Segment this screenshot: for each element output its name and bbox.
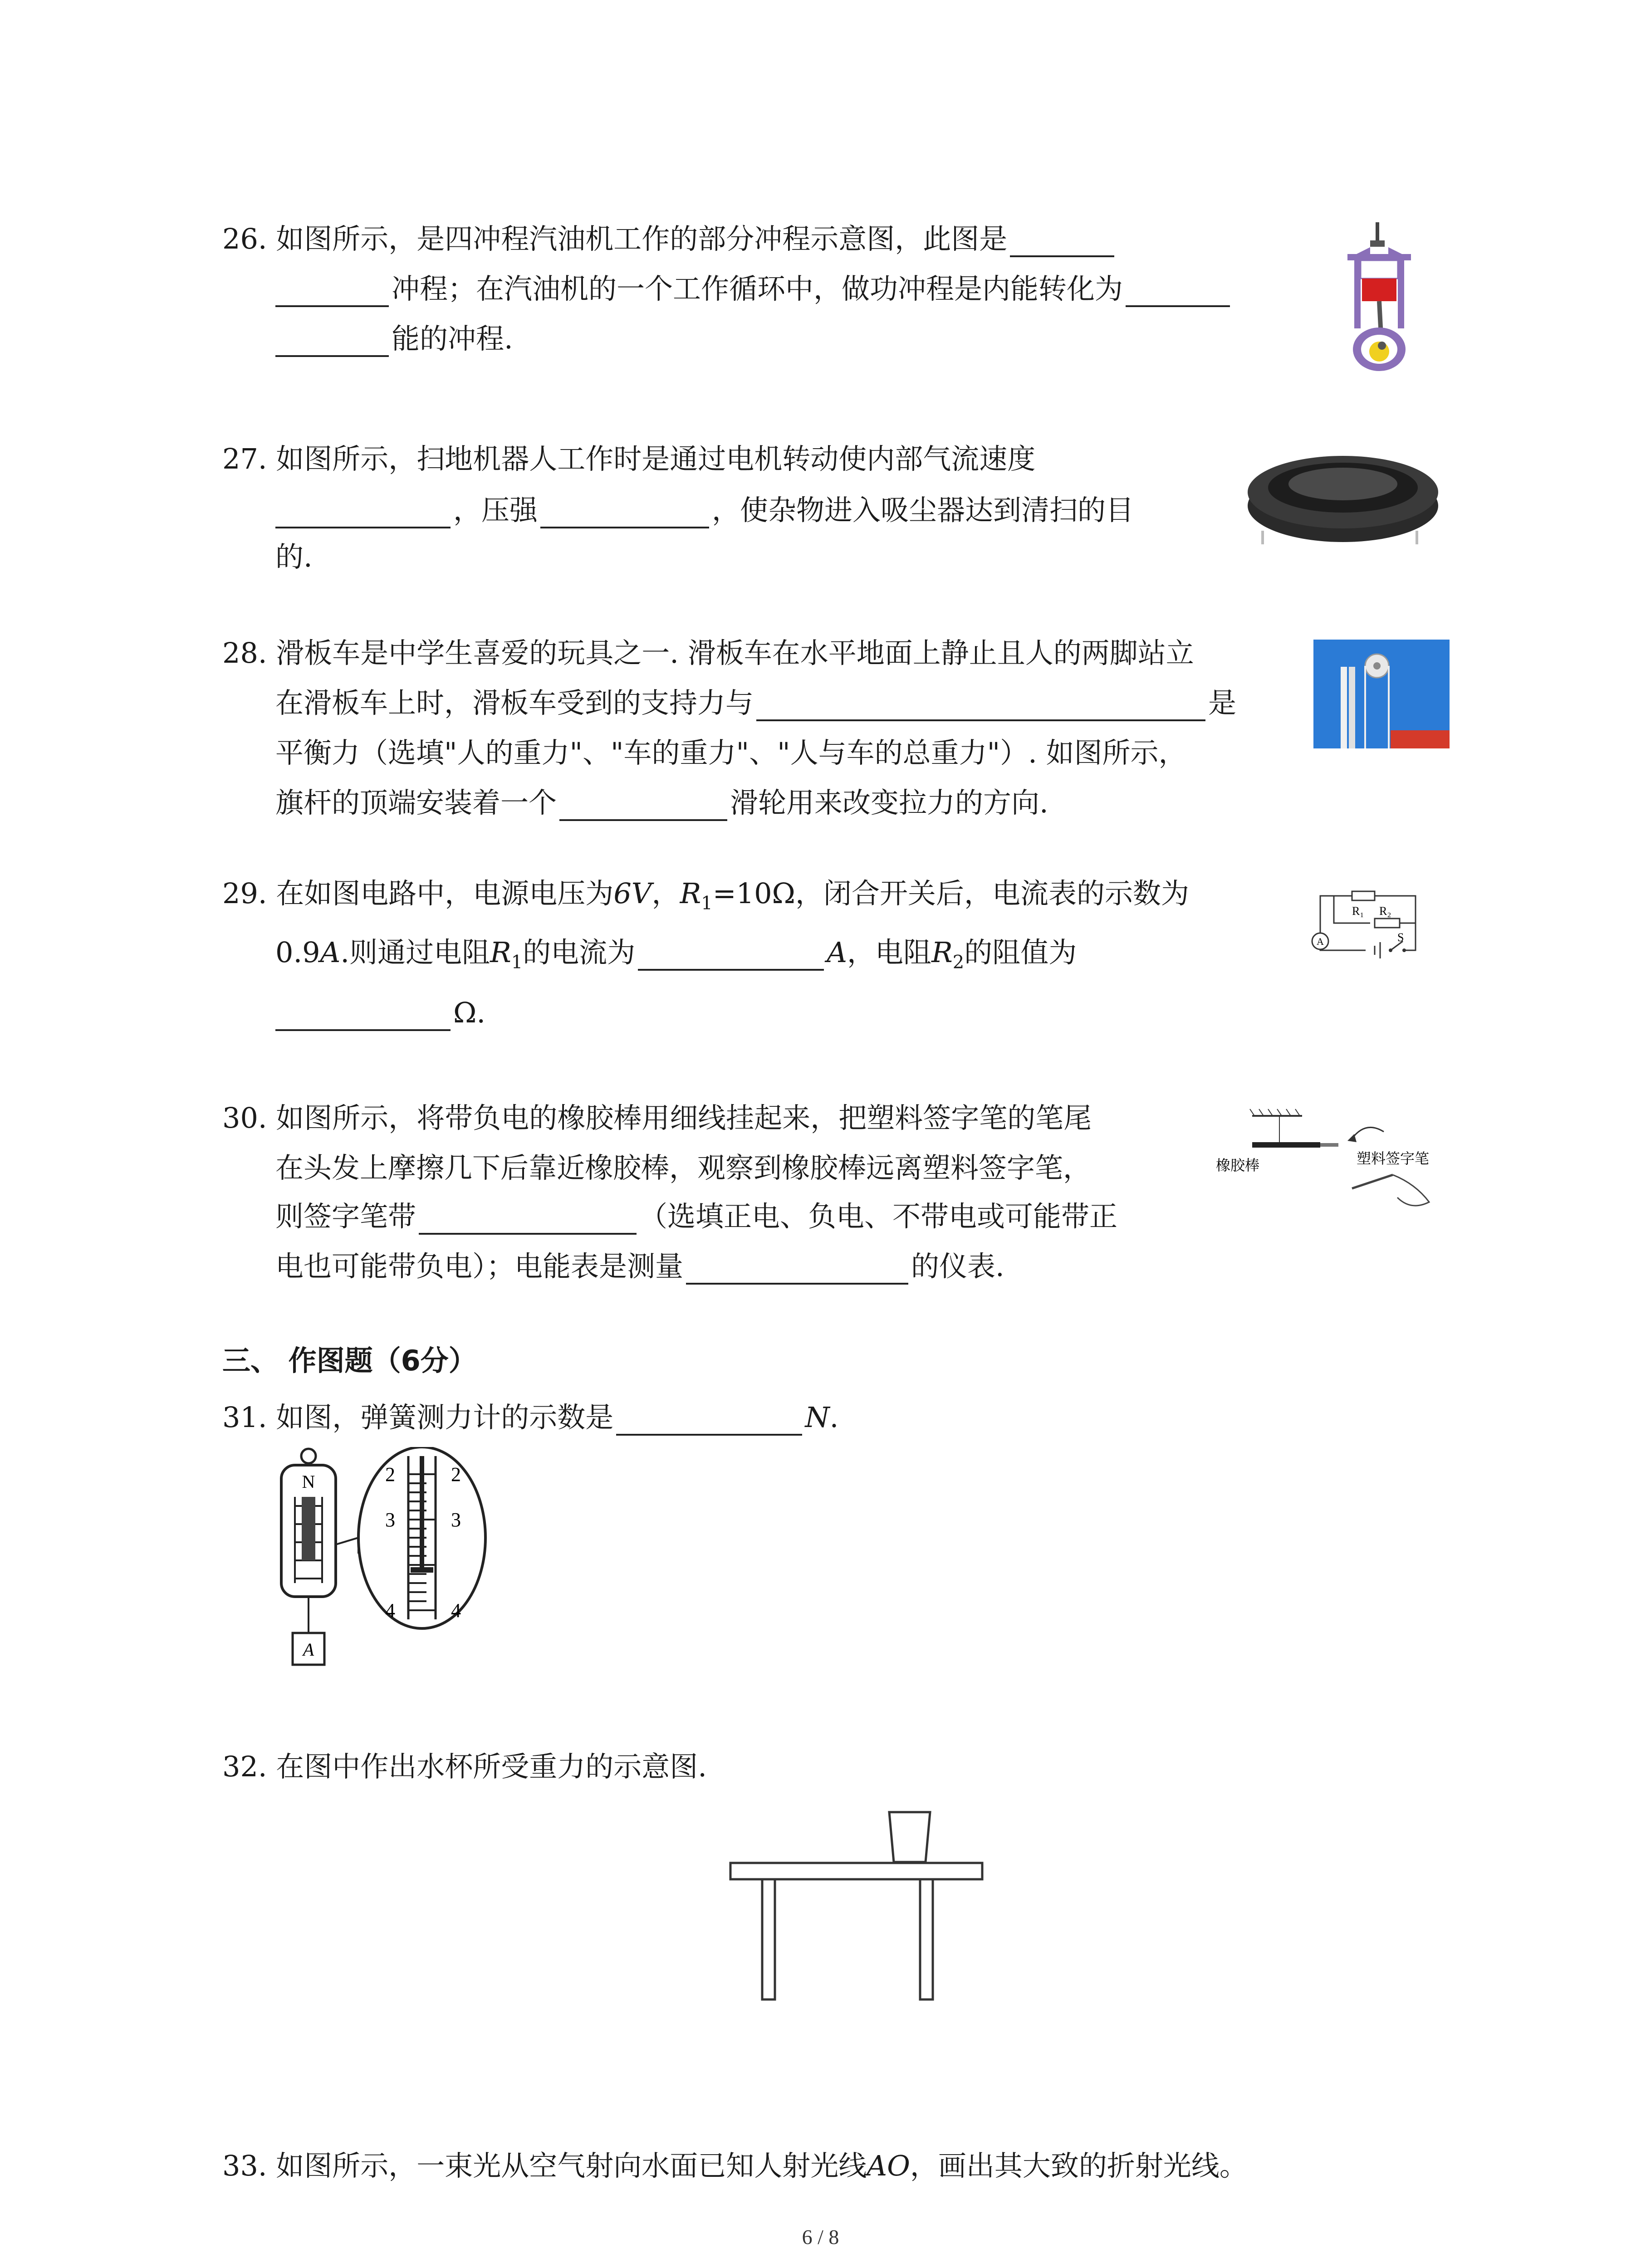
r2-resistor: [1375, 919, 1400, 928]
q28-line3: 平衡力（选填"人的重力"、"车的重力"、"人与车的总重力"）. 如图所示，: [275, 736, 1187, 769]
svg-text:塑料签字笔: 塑料签字笔: [1357, 1150, 1430, 1167]
svg-text:S: S: [1397, 931, 1404, 944]
flagpole-pulley-image: [1313, 640, 1450, 748]
section-heading: 三、 作图题（6分）: [222, 1344, 477, 1377]
svg-text:2: 2: [451, 1463, 461, 1486]
q26-blank-1b[interactable]: [275, 276, 389, 307]
q28-line1: 28. 滑板车是中学生喜爱的玩具之一. 滑板车在水平地面上静止且人的两脚站立: [222, 636, 1194, 670]
svg-text:A: A: [1317, 936, 1324, 947]
q26-blank-2[interactable]: [1126, 276, 1230, 307]
q30-blank-1[interactable]: [419, 1204, 637, 1235]
q27-blank-1[interactable]: [275, 498, 451, 528]
q29-line1: 29. 在如图电路中，电源电压为6V，$R_1=10\Omega$，闭合开关后，电流表的示数为: [222, 877, 1189, 914]
q28-blank-1[interactable]: [756, 690, 1205, 721]
q28-line4: 旗杆的顶端安装着一个 滑轮用来改变拉力的方向.: [275, 785, 1048, 821]
q29-blank-1[interactable]: [638, 940, 824, 971]
circuit-diagram: [1307, 882, 1443, 973]
q30-line1: 30. 如图所示，将带负电的橡胶棒用细线挂起来，把塑料签字笔的笔尾: [222, 1101, 1092, 1134]
q28-blank-2[interactable]: [559, 790, 727, 821]
q30-blank-2[interactable]: [686, 1254, 908, 1285]
q33-line1: 33. 如图所示，一束光从空气射向水面已知人射光线AO，画出其大致的折射光线。: [222, 2149, 1248, 2182]
svg-text:N: N: [302, 1471, 315, 1492]
q30-line3: 则签字笔带 （选填正电、负电、不带电或可能带正: [275, 1198, 1117, 1235]
q26-blank-2b[interactable]: [275, 326, 389, 357]
rubber-rod-pen-figure: [1202, 1107, 1447, 1234]
svg-text:R₂: R₂: [1379, 904, 1391, 918]
q28-line2: 在滑板车上时，滑板车受到的支持力与 是: [275, 685, 1236, 721]
spring-scale-figure: [272, 1447, 508, 1701]
q26-line3: 能的冲程.: [275, 321, 513, 357]
q31-blank-1[interactable]: [616, 1405, 802, 1436]
robot-vacuum-image: [1243, 433, 1443, 551]
q29-line2: 0.9A.则通过电阻$R_1$的电流为 A，电阻$R_2$的阻值为: [275, 936, 1077, 973]
q26-line2: 冲程；在汽油机的一个工作循环中，做功冲程是内能转化为: [275, 271, 1233, 307]
svg-text:4: 4: [385, 1599, 395, 1622]
r1-resistor: [1352, 891, 1375, 900]
q27-line2: ，压强 ，使杂物进入吸尘器达到清扫的目: [275, 492, 1134, 528]
cup-icon: [889, 1812, 930, 1862]
q26-line1: 26. 如图所示，是四冲程汽油机工作的部分冲程示意图，此图是: [222, 221, 1117, 257]
svg-text:3: 3: [385, 1509, 395, 1531]
q27-line1: 27. 如图所示，扫地机器人工作时是通过电机转动使内部气流速度: [222, 442, 1036, 475]
q26-blank-1[interactable]: [1010, 226, 1114, 257]
svg-text:A: A: [303, 1639, 314, 1660]
q32-line1: 32. 在图中作出水杯所受重力的示意图.: [222, 1750, 707, 1783]
svg-text:3: 3: [451, 1509, 461, 1531]
page-number: 6 / 8: [802, 2225, 839, 2248]
engine-diagram: [1343, 222, 1416, 376]
q27-line3: 的.: [275, 540, 313, 573]
q31-line1: 31. 如图，弹簧测力计的示数是 N.: [222, 1399, 838, 1436]
svg-text:橡胶棒: 橡胶棒: [1216, 1157, 1260, 1174]
svg-text:4: 4: [451, 1599, 461, 1622]
q29-blank-2[interactable]: [275, 1000, 451, 1031]
q30-line2: 在头发上摩擦几下后靠近橡胶棒，观察到橡胶棒远离塑料签字笔，: [275, 1151, 1092, 1184]
q30-line4: 电也可能带负电）；电能表是测量 的仪表.: [275, 1248, 1004, 1285]
q29-line3: Ω.: [275, 995, 485, 1031]
svg-text:R₁: R₁: [1352, 904, 1364, 918]
q27-blank-2[interactable]: [540, 498, 709, 528]
table-cup-figure: [726, 1808, 989, 2003]
svg-text:2: 2: [385, 1463, 395, 1486]
table-top: [730, 1863, 982, 1879]
